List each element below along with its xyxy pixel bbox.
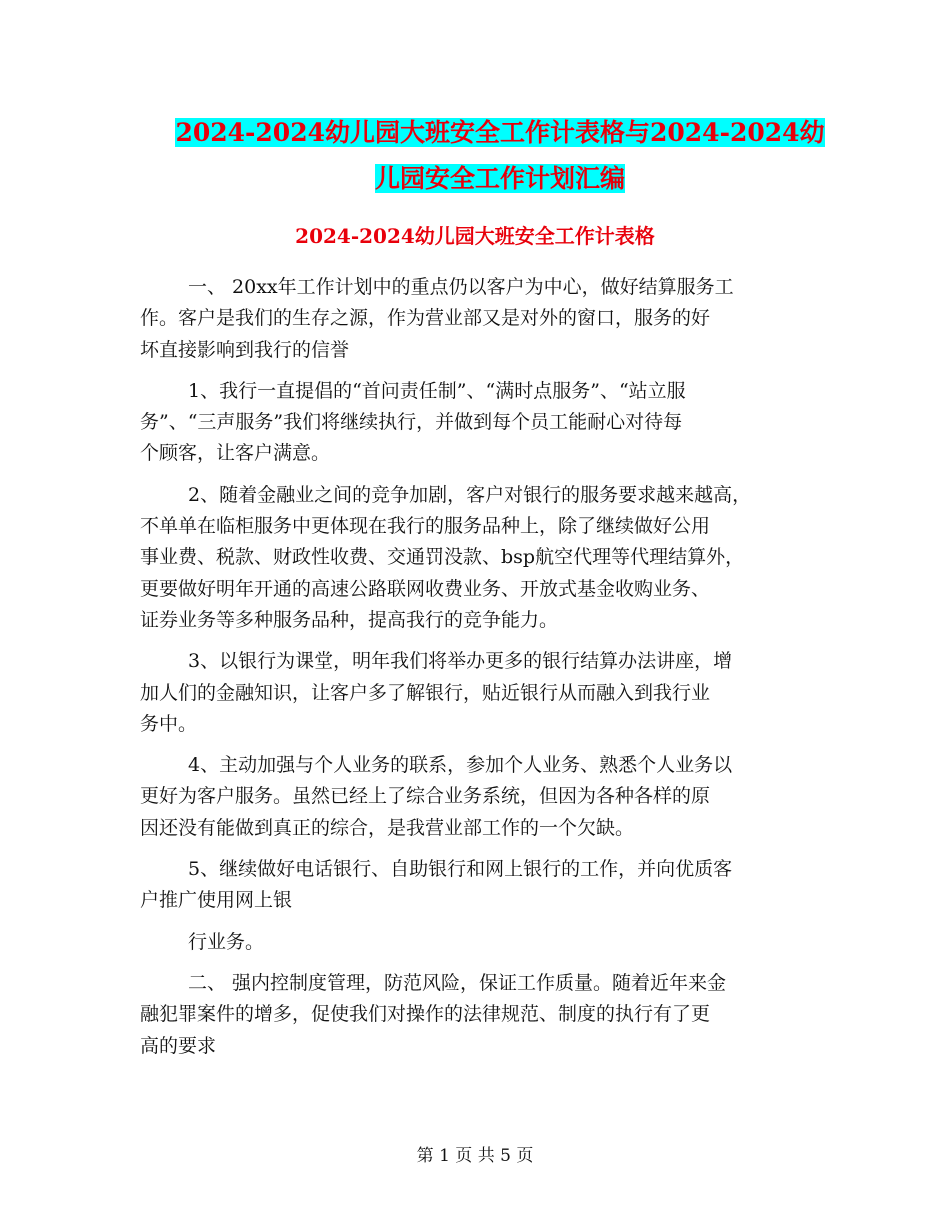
paragraph-line: 一、 20xx年工作计划中的重点仍以客户为中心，做好结算服务工	[188, 276, 734, 298]
paragraph-line: 证券业务等多种服务品种，提高我行的竞争能力。	[140, 608, 559, 631]
paragraph-line: 加人们的金融知识，让客户多了解银行，贴近银行从而融入到我行业	[140, 681, 711, 704]
paragraph-line: 作。客户是我们的生存之源，作为营业部又是对外的窗口，服务的好	[140, 307, 711, 330]
paragraph-line: 个顾客，让客户满意。	[140, 442, 331, 465]
paragraph-line: 更好为客户服务。虽然已经上了综合业务系统，但因为各种各样的原	[140, 785, 711, 808]
paragraph-line: 二、 强内控制度管理，防范风险，保证工作质量。随着近年来金	[188, 971, 727, 994]
paragraph	[140, 646, 830, 740]
paragraph-line: 户推广使用网上银	[140, 889, 293, 912]
document-title-line-1: 2024-2024幼儿园大班安全工作计表格与2024-2024幼	[175, 118, 825, 147]
page-footer: 第 1 页 共 5 页	[416, 1146, 534, 1166]
paragraph-line: 3、以银行为课堂，明年我们将举办更多的银行结算办法讲座，增	[188, 650, 733, 673]
paragraph	[140, 750, 830, 844]
paragraph-line: 务”、“三声服务”我们将继续执行，并做到每个员工能耐心对待每	[140, 411, 683, 434]
document-title	[140, 110, 860, 202]
document-title-line-2: 儿园安全工作计划汇编	[374, 164, 625, 193]
paragraph-line: 2、随着金融业之间的竞争加剧，客户对银行的服务要求越来越高，	[188, 483, 752, 506]
paragraph-line: 1、我行一直提倡的“首问责任制”、“满时点服务”、“站立服	[188, 379, 686, 402]
paragraph-line: 更要做好明年开通的高速公路联网收费业务、开放式基金收购业务、	[140, 577, 711, 600]
section-heading: 2024-2024幼儿园大班安全工作计表格	[295, 224, 655, 248]
paragraph-line: 因还没有能做到真正的综合，是我营业部工作的一个欠缺。	[140, 816, 635, 839]
paragraph-line: 务中。	[140, 712, 198, 735]
paragraph	[140, 376, 830, 470]
paragraph-line: 融犯罪案件的增多，促使我们对操作的法律规范、制度的执行有了更	[140, 1003, 711, 1026]
paragraph-line: 坏直接影响到我行的信誉	[140, 338, 350, 361]
paragraph	[140, 854, 830, 917]
paragraph	[140, 272, 830, 366]
paragraph-line: 5、继续做好电话银行、自助银行和网上银行的工作，并向优质客	[188, 858, 733, 881]
paragraph-line: 事业费、税款、财政性收费、交通罚没款、bsp航空代理等代理结算外，	[140, 546, 745, 569]
paragraph-line: 行业务。	[188, 930, 265, 953]
paragraph-line: 4、主动加强与个人业务的联系，参加个人业务、熟悉个人业务以	[188, 754, 733, 777]
paragraph-line: 不单单在临柜服务中更体现在我行的服务品种上，除了继续做好公用	[140, 515, 711, 538]
document-body	[140, 272, 830, 1062]
paragraph	[140, 968, 830, 1062]
paragraph-line: 高的要求	[140, 1034, 217, 1057]
paragraph	[140, 480, 830, 636]
paragraph	[140, 927, 830, 958]
